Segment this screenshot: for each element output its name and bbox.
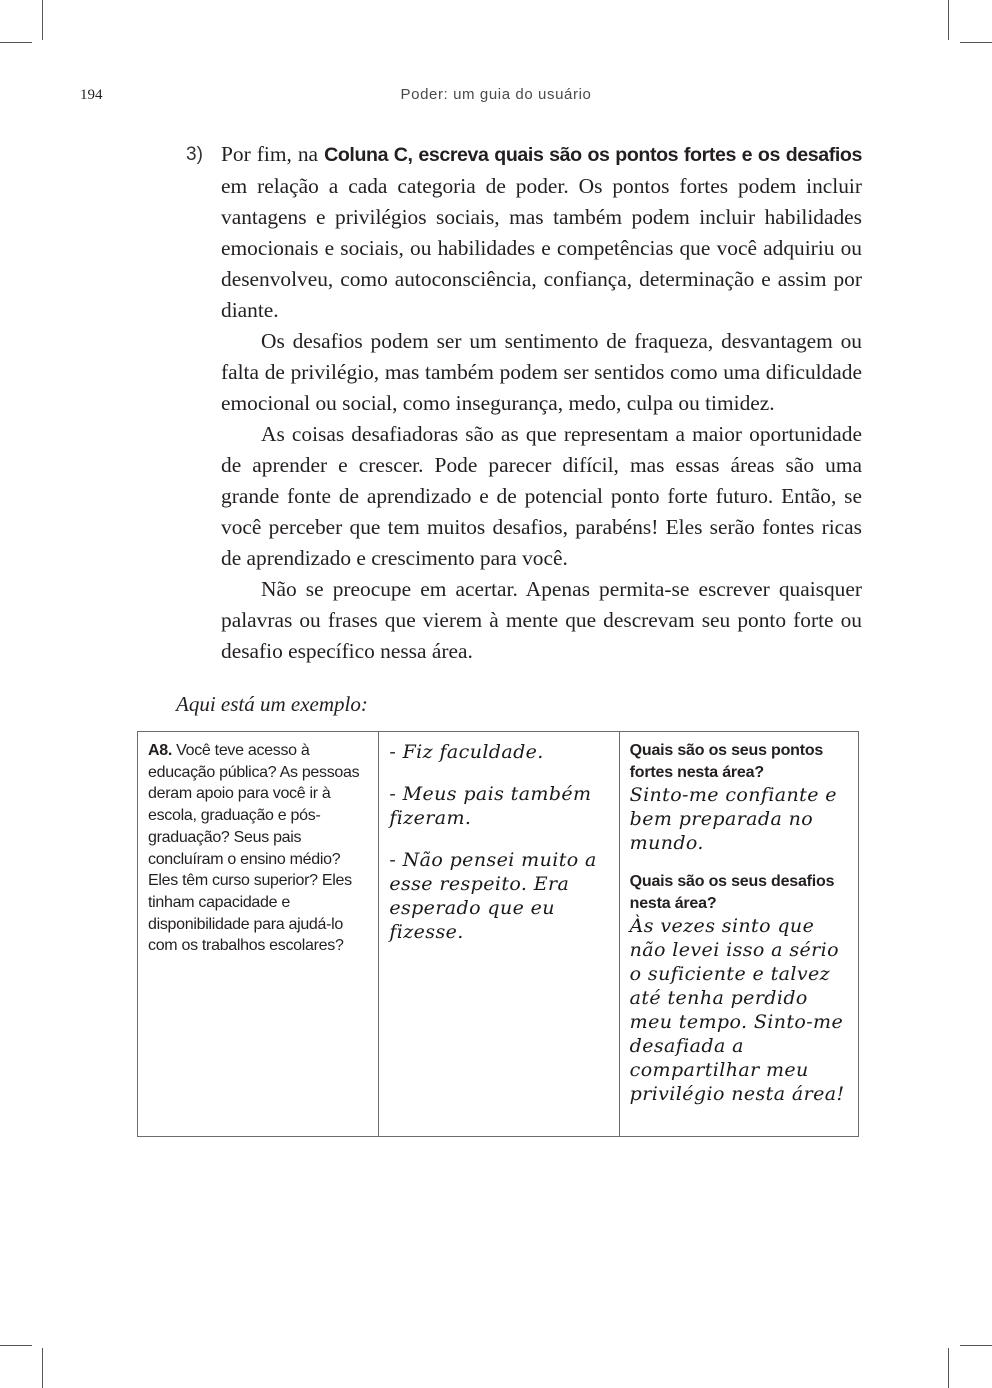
handwritten-answer: - Fiz faculdade. [389,741,544,763]
crop-mark [948,1348,949,1388]
strengths-answer: Sinto-me confiante e bem preparada no mundo. [629,784,837,854]
example-label: Aqui está um exemplo: [176,692,368,716]
lead-bold-text: Coluna C, escreva quais são os pontos fortes e os desafios [324,144,862,166]
instruction-item [186,139,862,667]
strengths-heading: Quais são os seus pontos fortes nesta área? [629,742,824,781]
paragraph: Os desafios podem ser um sentimento de fraqueza, desvantagem ou falta de privilégio, mas também podem ser sentidos como uma dificuldade emocional ou social, como insegurança, medo, culpa ou timidez. [221,329,862,415]
crop-mark [42,0,43,40]
handwritten-answer: - Não pensei muito a esse respeito. Era esperado que eu fizesse. [389,849,597,943]
item-number: 3) [186,144,203,165]
column-b [378,732,618,1136]
crop-mark [960,42,992,43]
page-number: 194 [80,87,103,103]
paragraph-rest: em relação a cada categoria de poder. Os pontos fortes podem incluir vantagens e privilégios sociais, mas também podem incluir habilidades emocionais e sociais, ou habilidades e competências que você adquiriu ou desenvolveu, como autoconsciência, confiança, determinação e assim por diante. [221,174,862,322]
question-body: Você teve acesso à educação pública? As pessoas deram apoio para você ir à escola, graduação e pós-graduação? Seus pais concluíram o ensino médio? Eles têm curso superior? Eles tinham capacidade e disponibilidade para ajudá-lo com os trabalhos escolares? [148,742,360,955]
running-head: Poder: um guia do usuário [400,86,592,103]
paragraph: As coisas desafiadoras são as que representam a maior oportunidade de aprender e crescer. Pode parecer difícil, mas essas áreas são uma grande fonte de aprendizado e de potencial ponto forte futuro. Então, se você perceber que tem muitos desafios, parabéns! Eles serão fontes ricas de aprendizado e crescimento para você. [221,422,862,570]
crop-mark [0,42,32,43]
crop-mark [960,1345,992,1346]
lead-text: Por fim, na [221,142,325,166]
column-c [619,732,858,1136]
example-table [137,731,859,1137]
challenges-heading: Quais são os seus desafios nesta área? [629,873,835,912]
spacer [630,855,848,871]
crop-mark [0,1345,32,1346]
question-code: A8. [148,742,172,759]
item-paragraph [221,139,862,326]
crop-mark [42,1348,43,1388]
challenges-answer: Às vezes sinto que não levei isso a sério o suficiente e talvez até tenha perdido meu tempo. Sinto-me desafiada a compartilhar meu privilégio nesta área! [629,915,845,1105]
crop-mark [948,0,949,40]
handwritten-answer: - Meus pais também fizeram. [389,783,592,829]
column-a [138,732,378,1136]
question-text [148,740,368,957]
paragraph: Não se preocupe em acertar. Apenas permita-se escrever quaisquer palavras ou frases que vierem à mente que descrevam seu ponto forte ou desafio específico nessa área. [221,577,862,663]
